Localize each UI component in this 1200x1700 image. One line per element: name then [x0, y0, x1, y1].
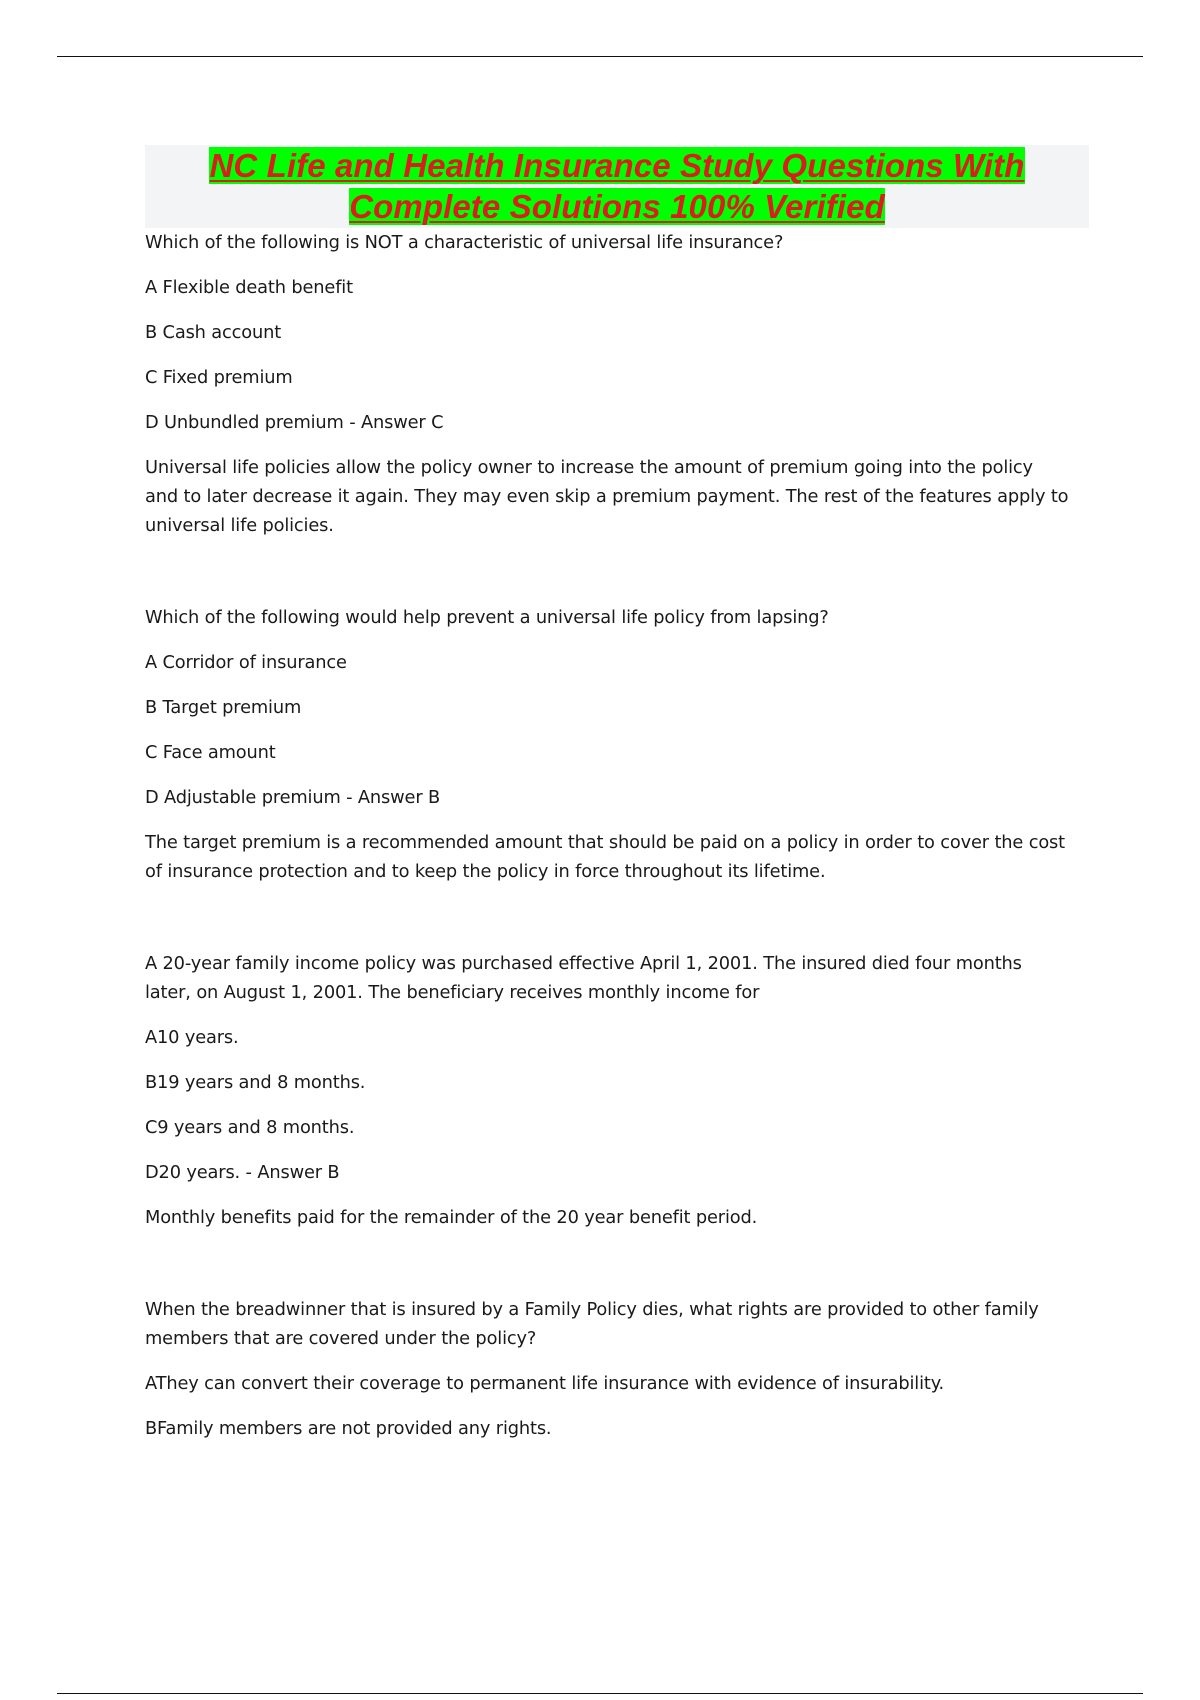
- answer-option: C Fixed premium: [145, 367, 293, 388]
- question-block: [145, 949, 1089, 1232]
- answer-option: D Unbundled premium - Answer C: [145, 412, 444, 433]
- top-rule: [57, 56, 1143, 57]
- explanation-line: The target premium is a recommended amount that should be paid on a policy in order to cover the cost: [145, 832, 1065, 853]
- question-text: Which of the following would help prevent a universal life policy from lapsing?: [145, 607, 829, 628]
- question-line: later, on August 1, 2001. The beneficiary receives monthly income for: [145, 982, 760, 1003]
- answer-option: C Face amount: [145, 742, 276, 763]
- answer-explanation: [145, 828, 1089, 886]
- answer-option: B Cash account: [145, 322, 282, 343]
- section-gap: [145, 1232, 1089, 1295]
- section-gap: [145, 540, 1089, 603]
- answer-option: B Target premium: [145, 697, 302, 718]
- answer-option: C9 years and 8 months.: [145, 1117, 355, 1138]
- document-body: [145, 228, 1089, 1459]
- bottom-rule: [57, 1693, 1143, 1694]
- question-block: [145, 228, 1089, 540]
- explanation-line: of insurance protection and to keep the policy in force throughout its lifetime.: [145, 861, 826, 882]
- title-line-2: Complete Solutions 100% Verified: [349, 188, 885, 225]
- question-line: When the breadwinner that is insured by a Family Policy dies, what rights are provided to other family: [145, 1299, 1039, 1320]
- question-line: members that are covered under the policy?: [145, 1328, 537, 1349]
- answer-option: A Flexible death benefit: [145, 277, 353, 298]
- answer-option: A Corridor of insurance: [145, 652, 347, 673]
- answer-explanation: [145, 1203, 1089, 1232]
- answer-explanation: [145, 453, 1089, 540]
- question-block: [145, 603, 1089, 886]
- answer-option: BFamily members are not provided any rights.: [145, 1418, 552, 1439]
- question-block: [145, 1295, 1089, 1459]
- explanation-line: Universal life policies allow the policy owner to increase the amount of premium going into the policy: [145, 457, 1033, 478]
- answer-option: D20 years. - Answer B: [145, 1162, 340, 1183]
- explanation-line: universal life policies.: [145, 515, 334, 536]
- explanation-line: Monthly benefits paid for the remainder of the 20 year benefit period.: [145, 1207, 758, 1228]
- answer-option: AThey can convert their coverage to permanent life insurance with evidence of insurability.: [145, 1373, 945, 1394]
- question-text: Which of the following is NOT a characteristic of universal life insurance?: [145, 232, 784, 253]
- answer-option: D Adjustable premium - Answer B: [145, 787, 441, 808]
- question-line: A 20-year family income policy was purchased effective April 1, 2001. The insured died four months: [145, 953, 1022, 974]
- section-gap: [145, 886, 1089, 949]
- explanation-line: and to later decrease it again. They may even skip a premium payment. The rest of the features apply to: [145, 486, 1069, 507]
- title-line-1: NC Life and Health Insurance Study Questions With: [209, 147, 1025, 184]
- document-title: [145, 145, 1089, 227]
- answer-option: A10 years.: [145, 1027, 239, 1048]
- answer-option: B19 years and 8 months.: [145, 1072, 366, 1093]
